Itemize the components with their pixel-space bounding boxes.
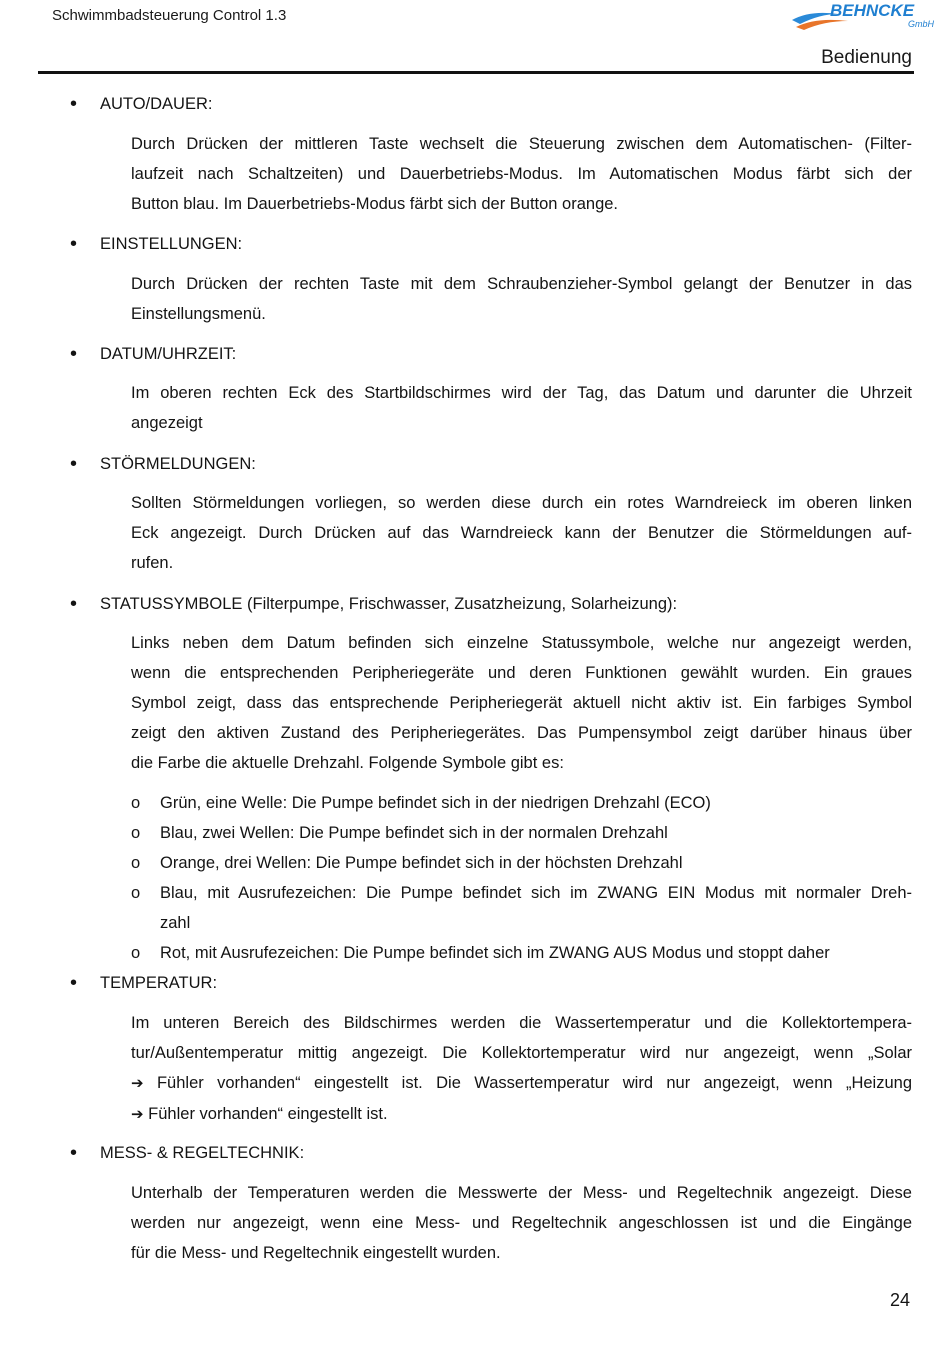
- sub-bullet-marker: o: [131, 944, 141, 962]
- logo-subtext: GmbH: [908, 19, 935, 29]
- item-heading: TEMPERATUR:: [100, 974, 218, 992]
- bullet-marker: •: [70, 593, 78, 615]
- item-text: Links neben dem Datum befinden sich einzelne Statussymbole, welche nur angezeigt werden, wenn die entsprechenden Peripheriegeräte und deren Funktionen gewählt wurden. Ein graues Symbol zeigt, dass das entsprechende Peripheriegerät aktuell nicht aktiv ist. Ein farbiges Symbol zeigt den aktiven Zustand des Peripheriegerätes. Das Pumpensymbol zeigt darüber hinaus über die Farbe die aktuelle Drehzahl. Folgende Symbole gibt es:: [131, 634, 912, 772]
- bullet-marker: •: [70, 453, 78, 475]
- behncke-logo: [790, 0, 938, 34]
- item-text: Im unteren Bereich des Bildschirmes werden die Wassertemperatur und die Kollektortempera- tur/Außentemperatur mittig angezeigt. Die Kollektortemperatur wird nur angezeigt, wenn „Solar ➔ Fühler vorhanden“ eingestellt ist. Die Wassertemperatur wird nur angezeigt, wenn „Heizung ➔ Fühler vorhanden“ eingestellt ist.: [131, 1014, 912, 1123]
- item-heading: STATUSSYMBOLE (Filterpumpe, Frischwasser, Zusatzheizung, Solarheizung):: [100, 595, 678, 613]
- item-heading: EINSTELLUNGEN:: [100, 235, 243, 253]
- item-heading: AUTO/DAUER:: [100, 95, 213, 113]
- sub-bullet-marker: o: [131, 854, 141, 872]
- arrow-icon: ➔: [131, 1075, 144, 1092]
- item-text: Durch Drücken der rechten Taste mit dem Schraubenzieher-Symbol gelangt der Benutzer in das Einstellungsmenü.: [131, 275, 912, 323]
- sub-item: Blau, zwei Wellen: Die Pumpe befindet sich in der normalen Drehzahl: [160, 824, 668, 842]
- logo-wordmark: BEHNCKE: [830, 1, 915, 20]
- item-heading: MESS- & REGELTECHNIK:: [100, 1144, 305, 1162]
- sub-bullet-marker: o: [131, 794, 141, 812]
- item-text: Im oberen rechten Eck des Startbildschirmes wird der Tag, das Datum und darunter die Uhrzeit angezeigt: [131, 384, 912, 432]
- document-title: Schwimmbadsteuerung Control 1.3: [52, 7, 287, 24]
- item-text: Durch Drücken der mittleren Taste wechselt die Steuerung zwischen dem Automatischen- (Filter- laufzeit nach Schaltzeiten) und Dauerbetriebs-Modus. Im Automatischen Modus färbt sich der Button blau. Im Dauerbetriebs-Modus färbt sich der Button orange.: [131, 135, 912, 213]
- item-heading: STÖRMELDUNGEN:: [100, 455, 256, 473]
- bullet-marker: •: [70, 1142, 78, 1164]
- bullet-marker: •: [70, 233, 78, 255]
- arrow-icon: ➔: [131, 1106, 144, 1123]
- sub-bullet-marker: o: [131, 884, 141, 902]
- item-text: Sollten Störmeldungen vorliegen, so werden diese durch ein rotes Warndreieck im oberen linken Eck angezeigt. Durch Drücken auf das Warndreieck kann der Benutzer die Störmeldungen auf- rufen.: [131, 494, 912, 572]
- section-title: Bedienung: [821, 47, 912, 68]
- sub-item: Blau, mit Ausrufezeichen: Die Pumpe befindet sich im ZWANG EIN Modus mit normaler Dreh- zahl: [160, 884, 912, 932]
- sub-item: Grün, eine Welle: Die Pumpe befindet sich in der niedrigen Drehzahl (ECO): [160, 794, 711, 812]
- item-heading: DATUM/UHRZEIT:: [100, 345, 237, 363]
- bullet-marker: •: [70, 93, 78, 115]
- sub-item: Rot, mit Ausrufezeichen: Die Pumpe befindet sich im ZWANG AUS Modus und stoppt daher: [160, 944, 830, 962]
- bullet-marker: •: [70, 343, 78, 365]
- sub-item: Orange, drei Wellen: Die Pumpe befindet sich in der höchsten Drehzahl: [160, 854, 683, 872]
- sub-bullet-marker: o: [131, 824, 141, 842]
- bullet-marker: •: [70, 972, 78, 994]
- item-text: Unterhalb der Temperaturen werden die Messwerte der Mess- und Regeltechnik angezeigt. Diese werden nur angezeigt, wenn eine Mess- und Regeltechnik angeschlossen ist und die Eingänge für die Mess- und Regeltechnik eingestellt wurden.: [131, 1184, 912, 1262]
- header-divider: [38, 71, 914, 74]
- page-number: 24: [889, 1290, 910, 1310]
